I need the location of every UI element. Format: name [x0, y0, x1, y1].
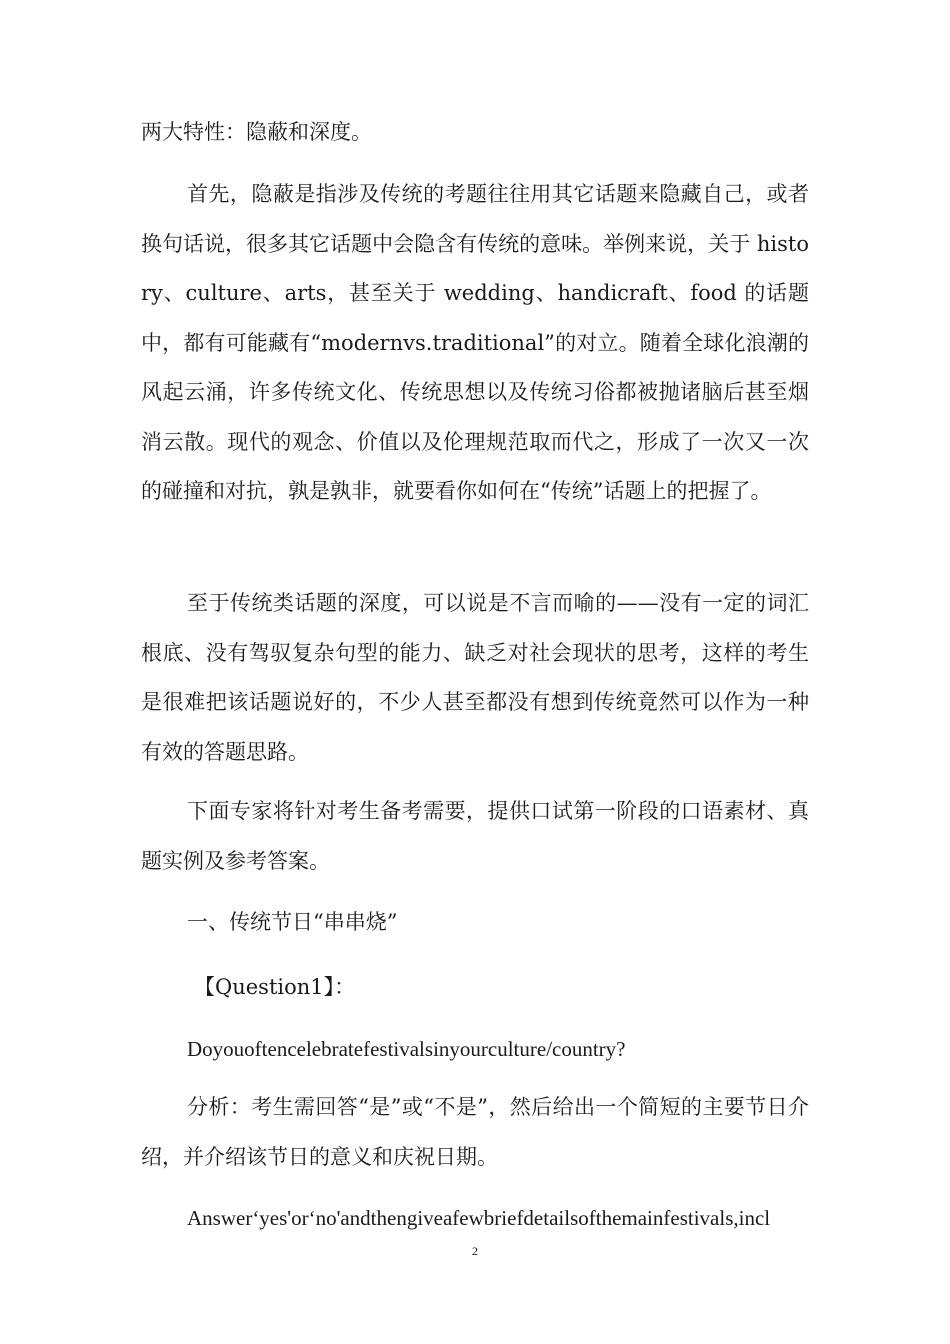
paragraph-intro-line: 两大特性：隐蔽和深度。	[141, 120, 372, 144]
paragraph-analysis: 分析：考生需回答“是”或“不是”，然后给出一个简短的主要节日介绍，并介绍该节日的意义和庆祝日期。	[141, 1095, 809, 1169]
question-text: Doyouoftencelebratefestivalsinyourculture/country?	[187, 1037, 626, 1061]
section-heading-traditional-festivals: 一、传统节日“串串烧”	[187, 910, 398, 934]
page-number: 2	[472, 1244, 478, 1258]
paragraph-depth: 至于传统类话题的深度，可以说是不言而喻的——没有一定的词汇根底、没有驾驭复杂句型的能力、缺乏对社会现状的思考，这样的考生是很难把该话题说好的，不少人甚至都没有想到传统竟然可以作为一种有效的答题思路。	[141, 591, 809, 764]
paragraph-experts: 下面专家将针对考生备考需要，提供口试第一阶段的口语素材、真题实例及参考答案。	[141, 799, 809, 873]
answer-text: Answer‘yes'or‘no'andthengiveafewbriefdetailsofthemainfestivals,incl	[187, 1206, 771, 1230]
question-label: 【Question1】：	[194, 975, 356, 999]
paragraph-concealment: 首先，隐蔽是指涉及传统的考题往往用其它话题来隐藏自己，或者换句话说，很多其它话题中会隐含有传统的意味。举例来说，关于 history、culture、arts，甚至关于 wedding、handicraft、food 的话题中，都有可能藏有“modernvs.traditional”的对立。随着全球化浪潮的风起云涌，许多传统文化、传统思想以及传统习俗都被抛诸脑后甚至烟消云散。现代的观念、价值以及伦理规范取而代之，形成了一次又一次的碰撞和对抗，孰是孰非，就要看你如何在“传统”话题上的把握了。	[141, 182, 809, 503]
